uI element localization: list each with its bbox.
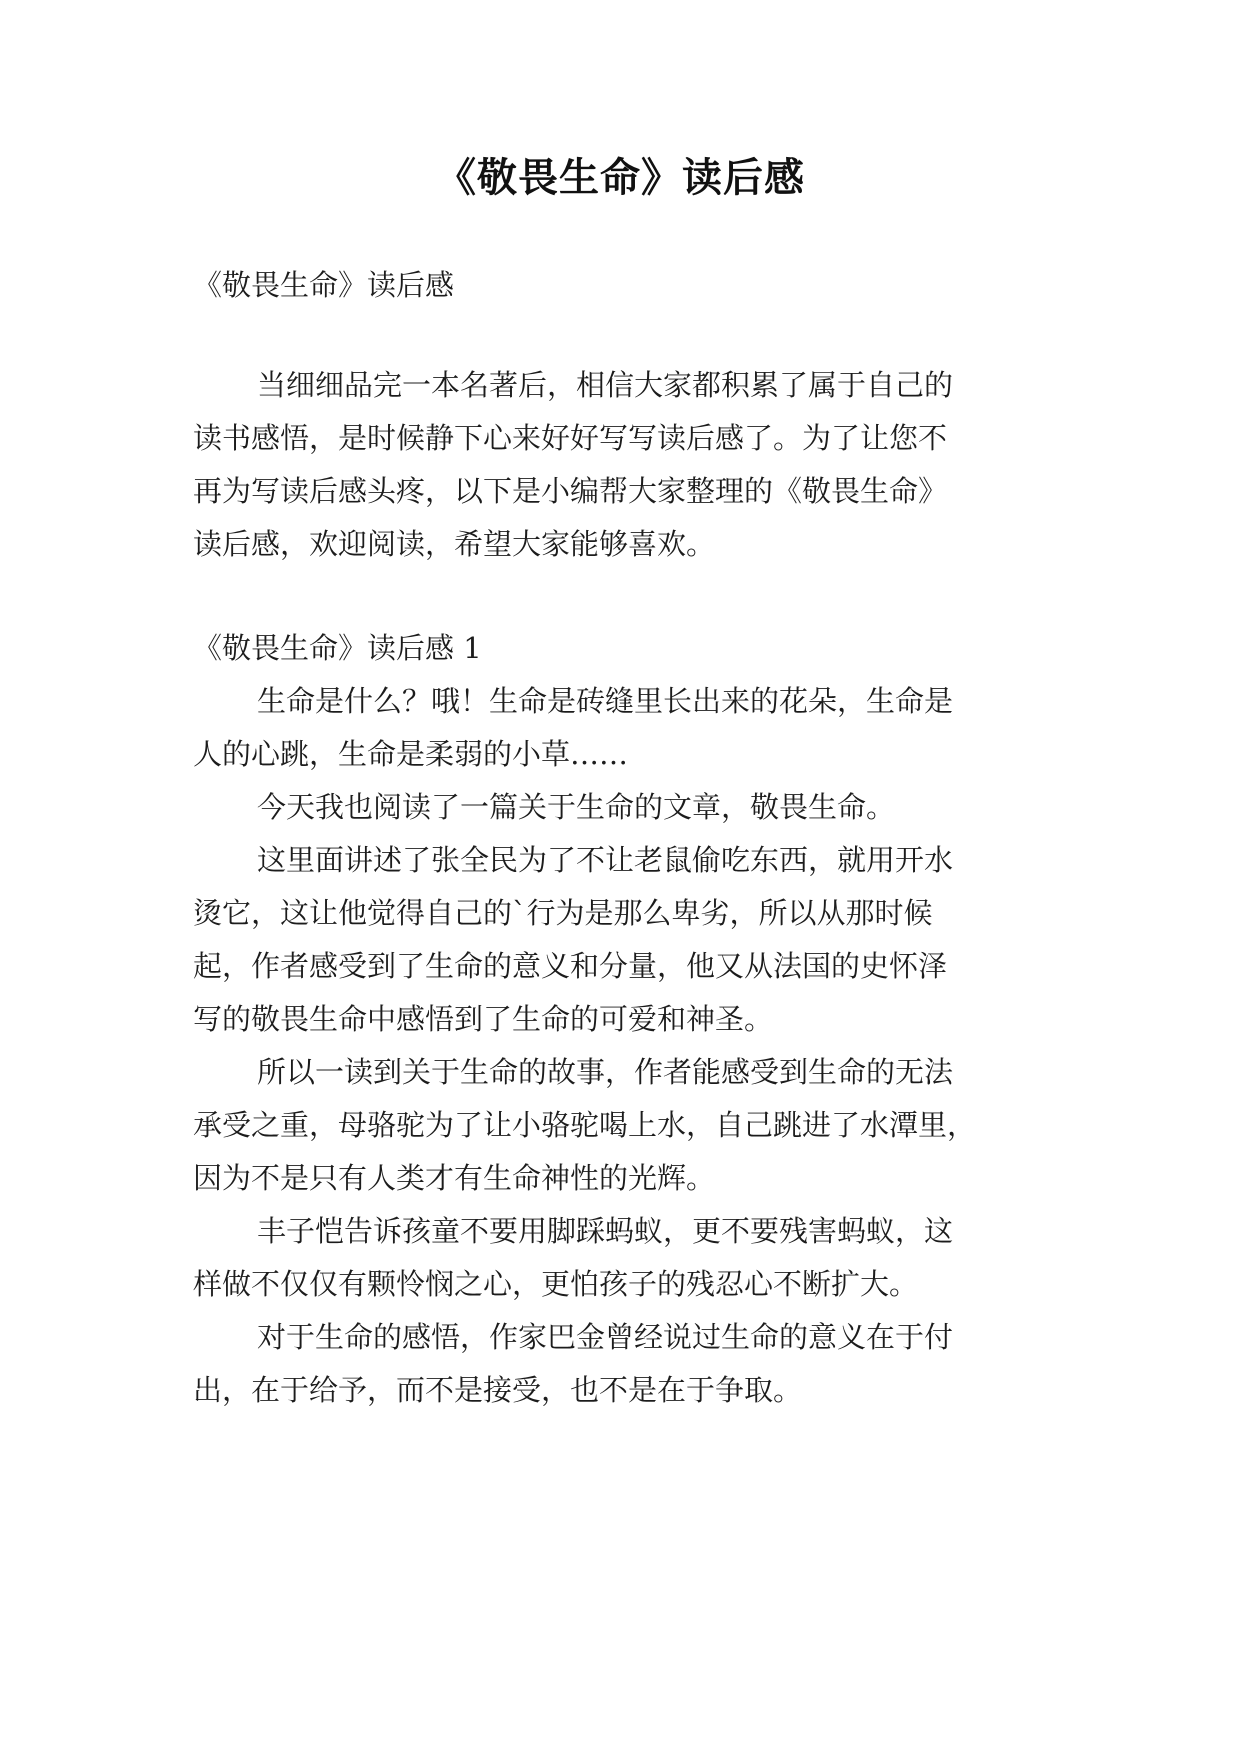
body-line: 写的敬畏生命中感悟到了生命的可爱和神圣。: [193, 1002, 774, 1036]
body-line: 今天我也阅读了一篇关于生命的文章，敬畏生命。: [257, 790, 896, 824]
body-line: 烫它，这让他觉得自己的`行为是那么卑劣，所以从那时候: [193, 896, 933, 930]
section-heading: 《敬畏生命》读后感 1: [193, 631, 482, 665]
intro-line: 当细细品完一本名著后，相信大家都积累了属于自己的: [257, 368, 954, 402]
body-line: 出，在于给予，而不是接受，也不是在于争取。: [193, 1373, 803, 1407]
body-line: 承受之重，母骆驼为了让小骆驼喝上水，自己跳进了水潭里，: [193, 1108, 977, 1142]
body-line: 人的心跳，生命是柔弱的小草……: [193, 737, 629, 771]
body-line: 这里面讲述了张全民为了不让老鼠偷吃东西，就用开水: [257, 843, 954, 877]
body-line: 生命是什么？哦！生命是砖缝里长出来的花朵，生命是: [257, 684, 954, 718]
document-subtitle: 《敬畏生命》读后感: [193, 268, 455, 302]
body-line: 起，作者感受到了生命的意义和分量，他又从法国的史怀泽: [193, 949, 948, 983]
body-line: 样做不仅仅有颗怜悯之心，更怕孩子的残忍心不断扩大。: [193, 1267, 919, 1301]
intro-line: 再为写读后感头疼，以下是小编帮大家整理的《敬畏生命》: [193, 474, 948, 508]
body-line: 因为不是只有人类才有生命神性的光辉。: [193, 1161, 716, 1195]
body-line: 所以一读到关于生命的故事，作者能感受到生命的无法: [257, 1055, 954, 1089]
body-line: 对于生命的感悟，作家巴金曾经说过生命的意义在于付: [257, 1320, 954, 1354]
intro-line: 读书感悟，是时候静下心来好好写写读后感了。为了让您不: [193, 421, 948, 455]
document-title: 《敬畏生命》读后感: [436, 155, 805, 201]
body-line: 丰子恺告诉孩童不要用脚踩蚂蚁，更不要残害蚂蚁，这: [257, 1214, 954, 1248]
intro-line: 读后感，欢迎阅读，希望大家能够喜欢。: [193, 527, 716, 561]
